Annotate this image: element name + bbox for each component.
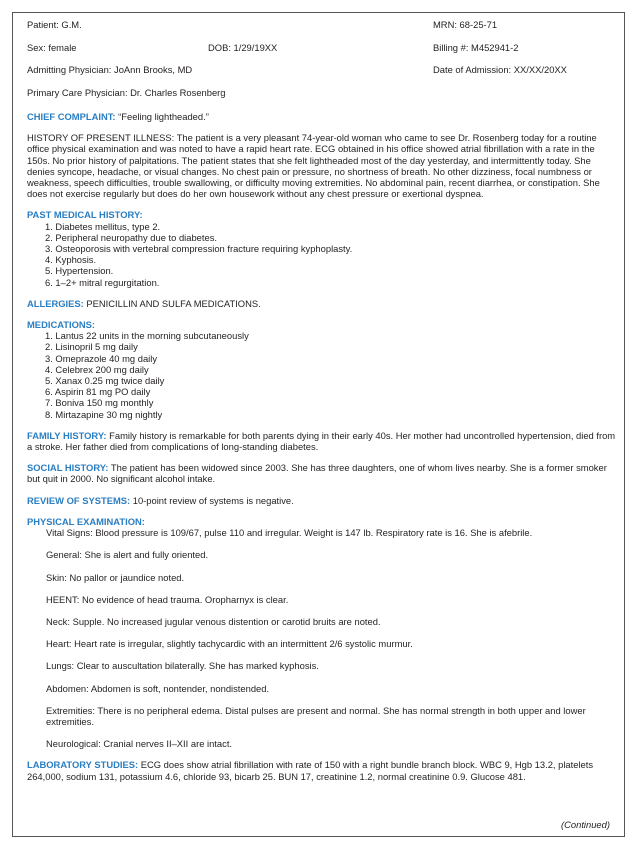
exam-general: General: She is alert and fully oriented. — [46, 549, 209, 561]
patient-sex: Sex: female — [27, 41, 77, 53]
list-item: 8. Mirtazapine 30 mg nightly — [45, 408, 163, 420]
social-history-text: The patient has been widowed since 2003. She has three daughters, one of whom lives nearby. She is a former smoker but quit in 2000. No significant alcohol intake. — [27, 462, 607, 485]
exam-neck: Neck: Supple. No increased jugular venous distention or carotid bruits are noted. — [46, 615, 381, 627]
list-item: 6. 1–2+ mitral regurgitation. — [45, 276, 160, 288]
header-row-3 — [27, 64, 617, 87]
medications-label: MEDICATIONS: — [27, 319, 96, 331]
laboratory-studies-text: ECG does show atrial fibrillation with rate of 150 with a right bundle branch block. WBC 9, Hgb 13.2, platelets 264,000, sodium 131, potassium 4.6, chloride 93, bicarb 25. BUN 17, creatinine 1.2, normal creatinine 0.9. Glucose 481. — [27, 759, 594, 782]
social-history-label: SOCIAL HISTORY: — [27, 462, 109, 474]
list-item: 1. Diabetes mellitus, type 2. — [45, 220, 161, 232]
laboratory-studies-label: LABORATORY STUDIES: — [27, 759, 139, 771]
exam-abdomen: Abdomen: Abdomen is soft, nontender, nondistended. — [46, 682, 270, 694]
admitting-physician: Admitting Physician: JoAnn Brooks, MD — [27, 64, 193, 75]
chief-complaint-label: CHIEF COMPLAINT: — [27, 111, 116, 122]
exam-heart: Heart: Heart rate is irregular, slightly tachycardic with an intermittent 2/6 systolic murmur. — [46, 638, 413, 650]
physical-examination — [27, 516, 617, 749]
exam-neurological: Neurological: Cranial nerves II–XII are intact. — [46, 738, 233, 750]
past-medical-history-list — [45, 221, 617, 288]
header-row-4 — [27, 87, 617, 110]
exam-skin: Skin: No pallor or jaundice noted. — [46, 571, 185, 583]
list-item: 1. Lantus 22 units in the morning subcutaneously — [45, 330, 249, 342]
social-history — [27, 462, 617, 484]
header-row-2 — [27, 42, 617, 65]
medications-list — [45, 330, 617, 420]
document-content — [27, 19, 617, 782]
family-history-label: FAMILY HISTORY: — [27, 429, 107, 441]
list-item: 5. Hypertension. — [45, 265, 114, 277]
patient-name: Patient: G.M. — [27, 19, 82, 30]
exam-extremities: Extremities: There is no peripheral edema. Distal pulses are present and normal. She has normal strength in both upper and lower extremities. — [46, 704, 586, 727]
list-item: 6. Aspirin 81 mg PO daily — [45, 386, 151, 398]
exam-heent: HEENT: No evidence of head trauma. Oropharnyx is clear. — [46, 593, 289, 605]
allergies-label: ALLERGIES: — [27, 297, 84, 309]
review-of-systems-label: REVIEW OF SYSTEMS: — [27, 494, 131, 506]
physical-examination-label: PHYSICAL EXAMINATION: — [27, 515, 145, 527]
medications — [27, 319, 617, 420]
billing-number: Billing #: M452941-2 — [433, 41, 519, 53]
exam-vital-signs: Vital Signs: Blood pressure is 109/67, pulse 110 and irregular. Weight is 147 lb. Respiratory rate is 16. She is afebrile. — [46, 527, 533, 539]
list-item: 7. Boniva 150 mg monthly — [45, 397, 154, 409]
chief-complaint — [27, 111, 617, 122]
continued-note: (Continued) — [561, 818, 610, 830]
header-row-1 — [27, 19, 617, 42]
history-of-present-illness: HISTORY OF PRESENT ILLNESS: The patient is a very pleasant 74-year-old woman who came to see Dr. Rosenberg today for a routine office physical examination and was noted to have a rapid heart rate. ECG obtained in his office showed atrial fibrillation with a rate in the 150s. No prior history of palpitations. The patient states that she felt lightheaded most of the day yesterday, and intermittently today. She denies syncope, headache, or visual changes. No chest pain or pressure, no shortness of breath. No other dizziness, focal numbness or weakness, speech difficulties, trouble swallowing, or difficulty moving extremities. No abdominal pain, recent diarrhea, or constipation. She does not exercise regularly but does do her own housework without any chest pressure or exertional dyspnea. — [27, 132, 600, 200]
date-of-admission: Date of Admission: XX/XX/20XX — [433, 64, 567, 75]
patient-dob: DOB: 1/29/19XX — [208, 41, 278, 53]
past-medical-history-label: PAST MEDICAL HISTORY: — [27, 209, 143, 221]
allergies — [27, 298, 617, 309]
review-of-systems — [27, 495, 617, 506]
list-item: 5. Xanax 0.25 mg twice daily — [45, 375, 165, 387]
primary-care-physician: Primary Care Physician: Dr. Charles Rosenberg — [27, 86, 226, 98]
family-history — [27, 430, 617, 452]
allergies-text: PENICILLIN AND SULFA MEDICATIONS. — [83, 297, 261, 309]
list-item: 2. Peripheral neuropathy due to diabetes. — [45, 231, 217, 243]
list-item: 3. Omeprazole 40 mg daily — [45, 352, 158, 364]
list-item: 4. Kyphosis. — [45, 254, 97, 266]
past-medical-history — [27, 209, 617, 287]
review-of-systems-text: 10-point review of systems is negative. — [130, 494, 294, 506]
chief-complaint-text: “Feeling lightheaded.” — [115, 111, 209, 122]
list-item: 2. Lisinopril 5 mg daily — [45, 341, 138, 353]
mrn: MRN: 68-25-71 — [433, 19, 498, 30]
exam-lungs: Lungs: Clear to auscultation bilaterally. She has marked kyphosis. — [46, 660, 319, 672]
document-page — [12, 12, 625, 837]
family-history-text: Family history is remarkable for both parents dying in their early 40s. Her mother had uncontrolled hypertension, died from a stroke. Her father died from complications of long-standing diabetes. — [27, 429, 616, 453]
list-item: 3. Osteoporosis with vertebral compression fracture requiring kyphoplasty. — [45, 243, 353, 255]
list-item: 4. Celebrex 200 mg daily — [45, 363, 149, 375]
laboratory-studies — [27, 759, 617, 781]
